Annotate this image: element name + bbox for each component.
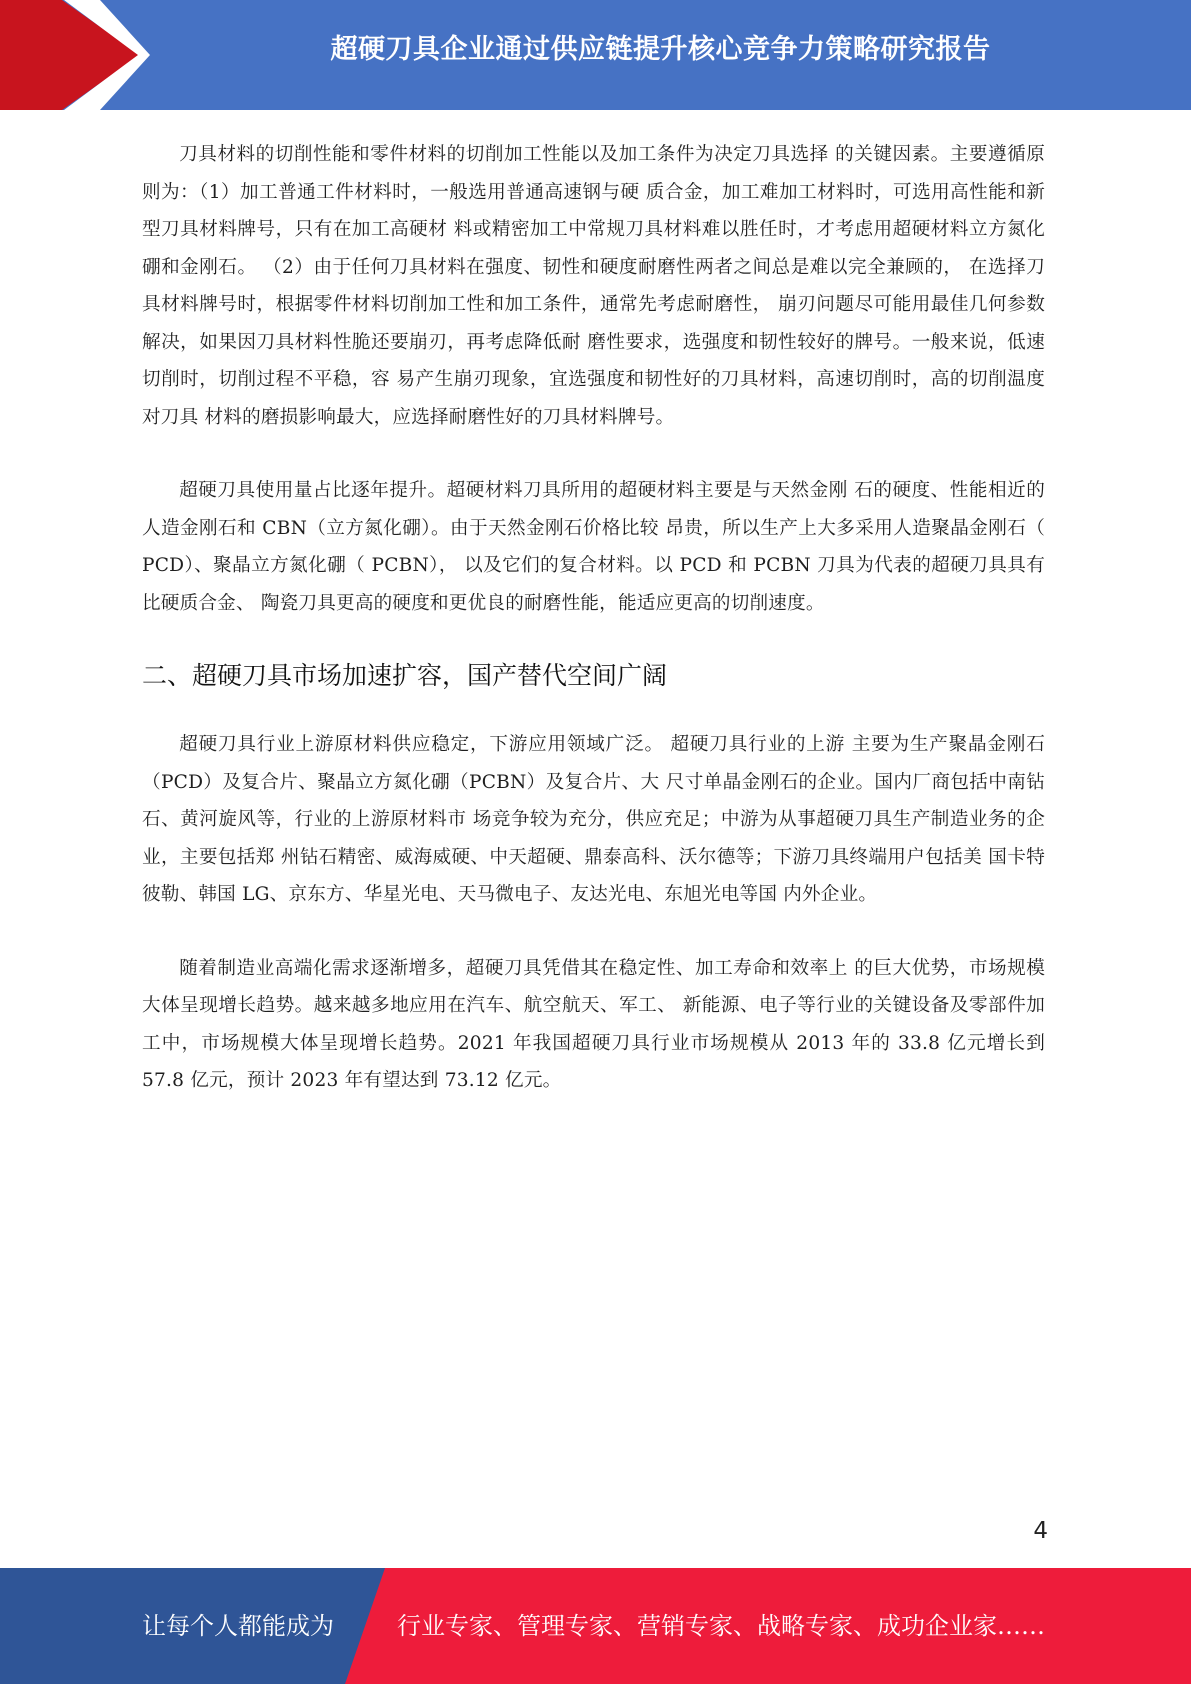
paragraph-industry-chain: 超硬刀具行业上游原材料供应稳定，下游应用领域广泛。 超硬刀具行业的上游 主要为生产聚晶金刚石（PCD）及复合片、聚晶立方氮化硼（PCBN）及复合片、大 尺寸单晶金刚石的企业。国内厂商包括中南钻石、黄河旋风等，行业的上游原材料市 场竞争较为充分，供应充足；中游为从事超硬刀具生产制造业务的企业，主要包括郑 州钻石精密、威海威硬、中天超硬、鼎泰高科、沃尔德等；下游刀具终端用户包括美 国卡特彼勒、韩国 LG、京东方、华星光电、天马微电子、友达光电、东旭光电等国 内外企业。 bbox=[142, 734, 1045, 905]
footer-banner bbox=[0, 1568, 1191, 1684]
paragraph-cutting-tool-selection: 刀具材料的切削性能和零件材料的切削加工性能以及加工条件为决定刀具选择 的关键因素。主要遵循原则为：（1）加工普通工件材料时，一般选用普通高速钢与硬 质合金，加工难加工材料时，可选用高性能和新型刀具材料牌号，只有在加工高硬材 料或精密加工中常规刀具材料难以胜任时，才考虑用超硬材料立方氮化硼和金刚石。 （2）由于任何刀具材料在强度、韧性和硬度耐磨性两者之间总是难以完全兼顾的， 在选择刀具材料牌号时，根据零件材料切削加工性和加工条件，通常先考虑耐磨性， 崩刃问题尽可能用最佳几何参数解决，如果因刀具材料性脆还要崩刃，再考虑降低耐 磨性要求，选强度和韧性较好的牌号。一般来说，低速切削时，切削过程不平稳，容 易产生崩刃现象，宜选强度和韧性好的刀具材料，高速切削时，高的切削温度对刀具 材料的磨损影响最大，应选择耐磨性好的刀具材料牌号。 bbox=[142, 144, 1045, 428]
header-banner bbox=[0, 0, 1191, 110]
main-content bbox=[142, 136, 1045, 1100]
paragraph-market-size: 随着制造业高端化需求逐渐增多，超硬刀具凭借其在稳定性、加工寿命和效率上 的巨大优势，市场规模大体呈现增长趋势。越来越多地应用在汽车、航空航天、军工、 新能源、电子等行业的关键设备及零部件加工中，市场规模大体呈现增长趋势。2021 年我国超硬刀具行业市场规模从 2013 年的 33.8 亿元增长到 57.8 亿元，预计 2023 年有望达到 73.12 亿元。 bbox=[142, 957, 1045, 1091]
footer-slogan-right: 行业专家、管理专家、营销专家、战略专家、成功企业家…… bbox=[397, 1612, 1045, 1640]
paragraph-superhard-tool-usage: 超硬刀具使用量占比逐年提升。超硬材料刀具所用的超硬材料主要是与天然金刚 石的硬度、性能相近的人造金刚石和 CBN（立方氮化硼）。由于天然金刚石价格比较 昂贵，所以生产上大多采用人造聚晶金刚石（ PCD）、聚晶立方氮化硼（ PCBN）， 以及它们的复合材料。以 PCD 和 PCBN 刀具为代表的超硬刀具具有比硬质合金、 陶瓷刀具更高的硬度和更优良的耐磨性能，能适应更高的切削速度。 bbox=[142, 480, 1045, 614]
section-heading: 二、超硬刀具市场加速扩容，国产替代空间广阔 bbox=[142, 661, 668, 690]
report-title: 超硬刀具企业通过供应链提升核心竞争力策略研究报告 bbox=[330, 34, 991, 65]
page-number: 4 bbox=[1033, 1518, 1048, 1544]
footer-slogan-left: 让每个人都能成为 bbox=[142, 1612, 334, 1640]
